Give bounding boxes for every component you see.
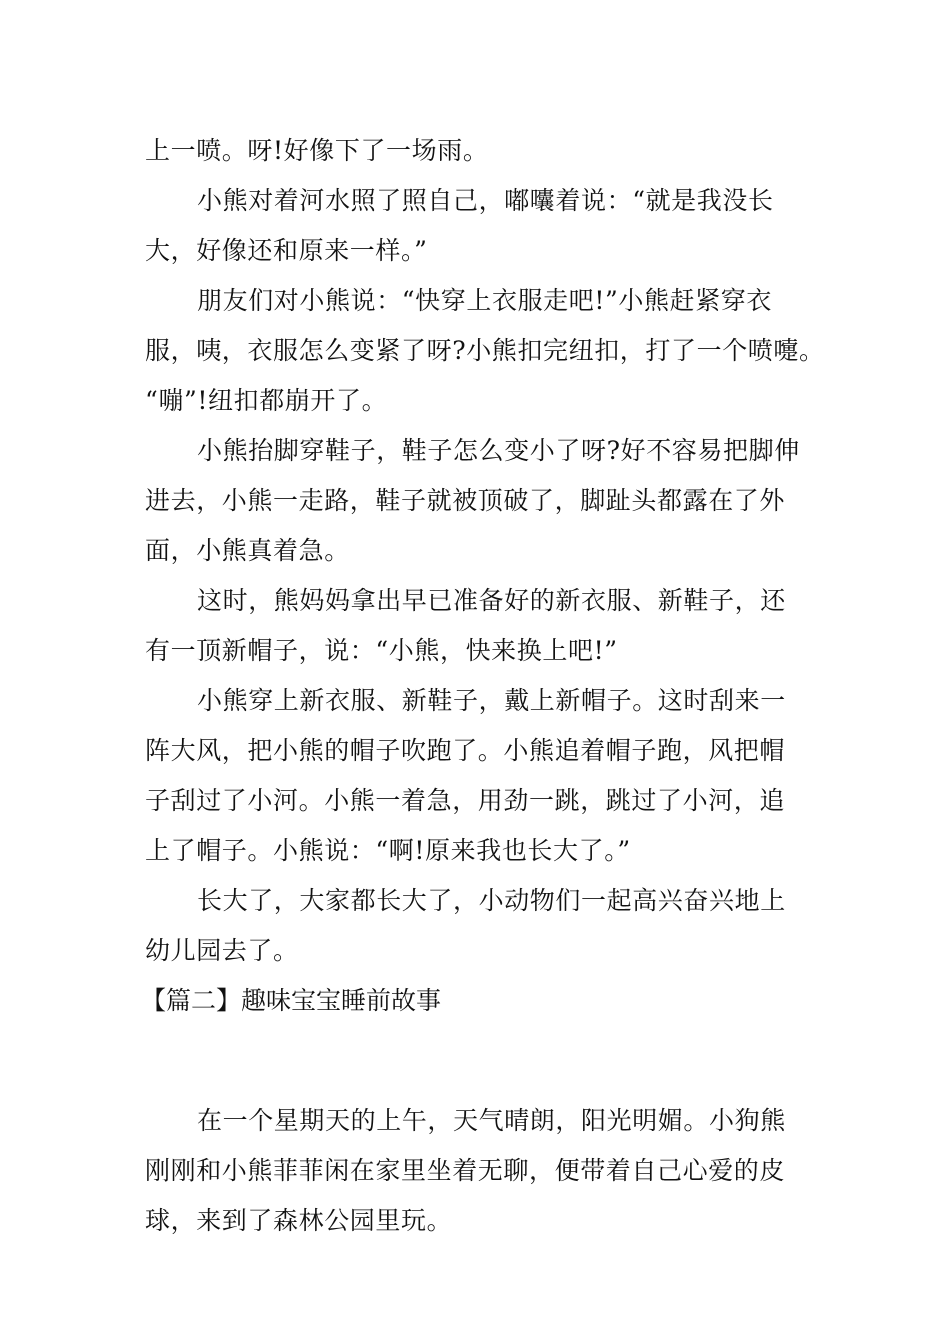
text-line: 这时，熊妈妈拿出早已准备好的新衣服、新鞋子，还 bbox=[197, 586, 786, 615]
document-page bbox=[141, 126, 825, 1246]
text-line: 小熊穿上新衣服、新鞋子，戴上新帽子。这时刮来一 bbox=[197, 686, 786, 715]
text-line: 在一个星期天的上午，天气晴朗，阳光明媚。小狗熊 bbox=[197, 1106, 786, 1135]
section-heading: 【篇二】趣味宝宝睡前故事 bbox=[141, 986, 442, 1015]
text-line: 幼儿园去了。 bbox=[145, 936, 299, 965]
text-line: 面，小熊真着急。 bbox=[145, 536, 350, 565]
text-line: 刚刚和小熊菲菲闲在家里坐着无聊，便带着自己心爱的皮 bbox=[145, 1156, 786, 1185]
text-line: 进去，小熊一走路，鞋子就被顶破了，脚趾头都露在了外 bbox=[145, 486, 786, 515]
text-line: 上了帽子。小熊说：“啊!原来我也长大了。” bbox=[145, 836, 631, 865]
text-line: 子刮过了小河。小熊一着急，用劲一跳，跳过了小河，追 bbox=[145, 786, 786, 815]
text-line: 朋友们对小熊说：“快穿上衣服走吧!”小熊赶紧穿衣 bbox=[197, 286, 773, 315]
text-line: 长大了，大家都长大了，小动物们一起高兴奋兴地上 bbox=[197, 886, 786, 915]
text-line: 阵大风，把小熊的帽子吹跑了。小熊追着帽子跑，风把帽 bbox=[145, 736, 786, 765]
text-line: 大，好像还和原来一样。” bbox=[145, 236, 428, 265]
text-line: 上一喷。呀!好像下了一场雨。 bbox=[145, 136, 489, 165]
text-line: 球，来到了森林公园里玩。 bbox=[145, 1206, 453, 1235]
section-spacer bbox=[145, 1026, 815, 1096]
text-line: 小熊对着河水照了照自己，嘟囔着说：“就是我没长 bbox=[197, 186, 774, 215]
text-line: 服，咦，衣服怎么变紧了呀?小熊扣完纽扣，打了一个喷嚏。 bbox=[145, 336, 825, 365]
text-line: “嘣”!纽扣都崩开了。 bbox=[145, 386, 388, 415]
text-line: 小熊抬脚穿鞋子，鞋子怎么变小了呀?好不容易把脚伸 bbox=[197, 436, 800, 465]
text-line: 有一顶新帽子，说：“小熊，快来换上吧!” bbox=[145, 636, 618, 665]
